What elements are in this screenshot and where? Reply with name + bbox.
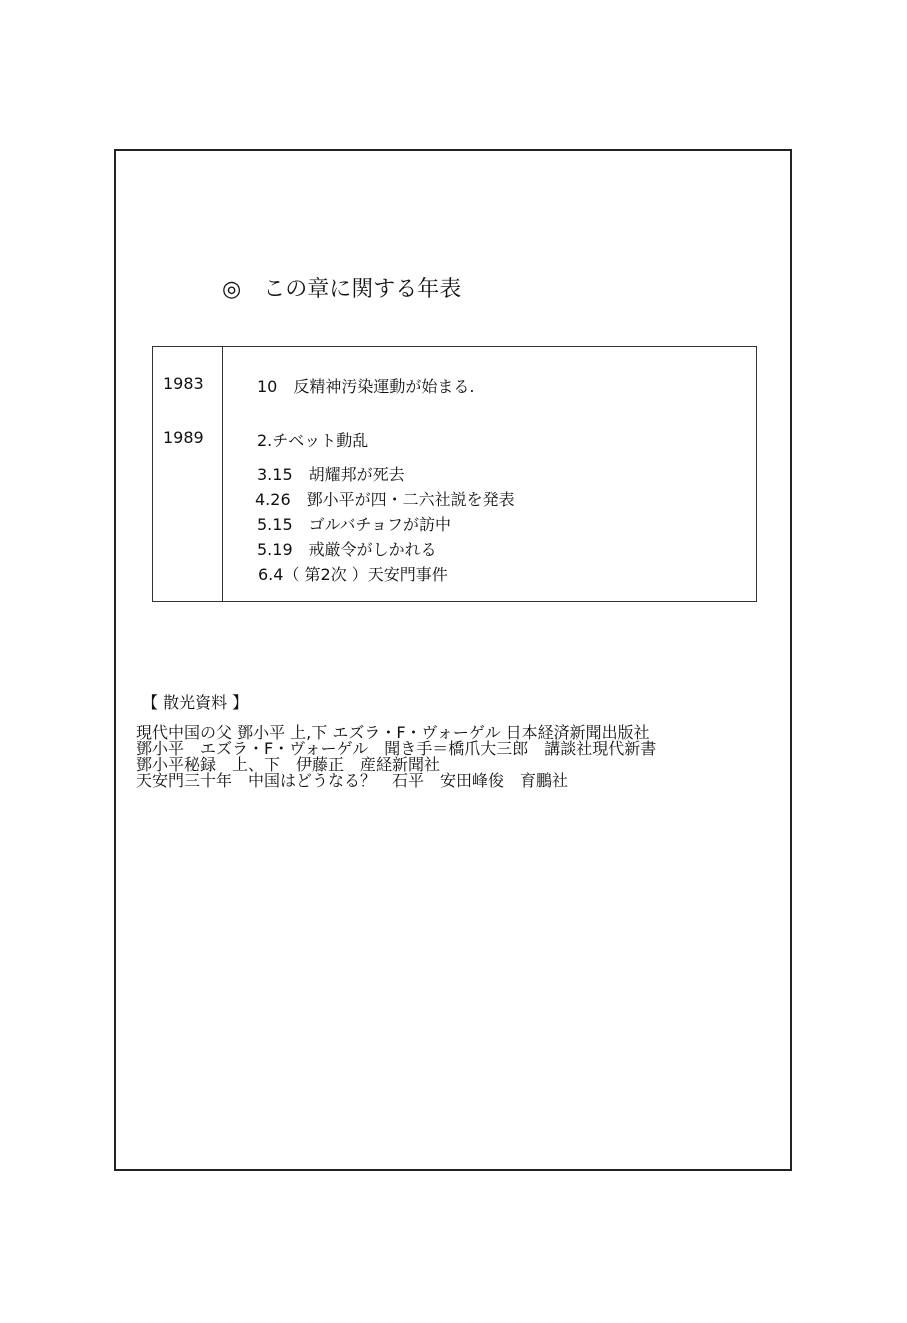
double-circle-icon: ◎ — [222, 277, 242, 302]
event-item: 6.4（ 第2次 ）天安門事件 — [258, 565, 448, 584]
reference-item: 鄧小平 エズラ・F・ヴォーゲル 聞き手＝橋爪大三郎 講談社現代新書 — [136, 739, 657, 758]
references-heading: 【 散光資料 】 — [142, 693, 249, 712]
event-item: 5.19 戒厳令がしかれる — [257, 540, 437, 559]
event-item: 3.15 胡耀邦が死去 — [257, 465, 405, 484]
event-item: 5.15 ゴルバチョフが訪中 — [257, 515, 452, 534]
year-column-divider — [222, 347, 223, 601]
event-item: 4.26 鄧小平が四・二六社説を発表 — [255, 490, 515, 509]
event-item: 10 反精神汚染運動が始まる. — [257, 377, 475, 396]
page-title — [222, 272, 461, 303]
year-cell: 1983 — [163, 374, 204, 393]
title-text: この章に関する年表 — [263, 277, 462, 302]
reference-item: 鄧小平秘録 上、下 伊藤正 産経新聞社 — [136, 755, 441, 774]
timeline-table — [152, 346, 757, 602]
year-cell: 1989 — [163, 428, 204, 447]
event-item: 2.チベット動乱 — [257, 431, 369, 450]
reference-item: 現代中国の父 鄧小平 上,下 エズラ・F・ヴォーゲル 日本経済新聞出版社 — [136, 723, 650, 742]
reference-item: 天安門三十年 中国はどうなる？ 石平 安田峰俊 育鵬社 — [136, 771, 569, 790]
